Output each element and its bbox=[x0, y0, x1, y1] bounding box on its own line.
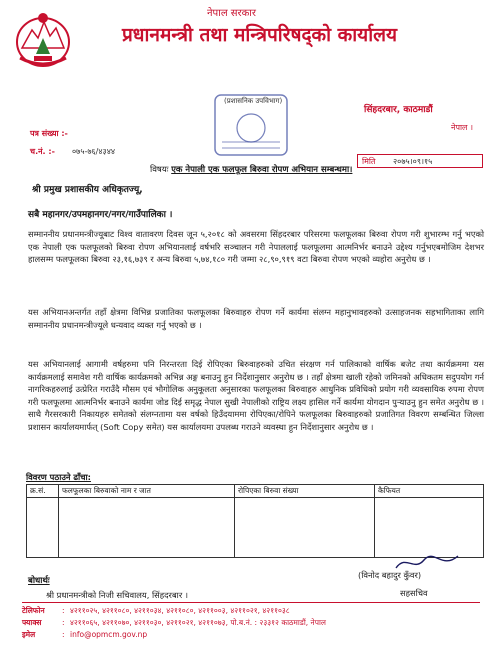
date-label: मिति bbox=[362, 157, 376, 166]
fax-value: ४२११०६५, ४२११०७०, ४२११०३०, ४२११०२१, ४२११०७३, पो.ब.नं. : २३३१२ काठमाडौं, नेपाल bbox=[70, 618, 326, 627]
nepal-coat-of-arms-icon bbox=[14, 8, 72, 70]
date-box bbox=[357, 154, 483, 168]
email-label: इमेल bbox=[22, 630, 36, 639]
subject-label: विषयः bbox=[150, 165, 169, 175]
letter-page: नेपाल सरकार प्रधानमन्त्री तथा मन्त्रिपरिषद्को कार्यालय (प्रशासनिक उपविभाग) सिंहदरबार, काठमाडौं नेपाल । पत्र संख्या :- च.नं. :- ०७५-७६/४३४४ मिति २०७५।०९।१५ विषयः एक नेपाली एक फलफूल बिरुवा रोपण अभियान सम्बन्धमा। श्री प्रमुख प्रशासकीय अधिकृतज्यू, सबै महानगर/उपमहानगर/नगर/गाउँपालिका । सम्माननीय प्रधानमन्त्रीज्यूबाट विश्व वातावरण दिवस जून ५,२०१८ को अवसरमा सिंहदरबार परिसरमा फलफूलका बिरुवा रोपण गरी शुभारम्भ गर्नु भएको एक नेपाली एक फलफूलको बिरुवा रोपण अभियानलाई वर्षभरि सञ्चालन गरी नेपाललाई फलफूलमा आत्मनिर्भर बनाउने उद्देश्य गर्नुभएबमोजिम देशभर हालसम्म फलफूलका बिरुवा २३,१६,७३९ र अन्य बिरुवा ५,७४,१८० गरी जम्मा २८,९०,९१९ वटा बिरुवा रोपण भएको व्यहोरा अनुरोध छ । यस अभियानअन्तर्गत तहाँ क्षेत्रमा विभिन्न प्रजातिका फलफूलका बिरुवाहरु रोपण गर्ने कार्यमा संलग्न महानुभावहरुको उत्साहजनक सहभागिताका लागि सम्माननीय प्रधानमन्त्रीज्यूले धन्यवाद व्यक्त गर्नु भएको छ । यस अभियानलाई आगामी वर्षहरुमा पनि निरन्तरता दिई रोपिएका बिरुवाहरुको उचित संरक्षण गर्न पालिकाको वार्षिक बजेट तथा कार्यक्रममा यस कार्यक्रमलाई समावेश गरी वार्षिक कार्यक्रमको अभिन्न अङ्ग बनाउनु हुन निर्देशानुसार अनुरोध छ । तहाँ क्षेत्रमा खाली रहेको जमिनको अधिकतम सदुपयोग गर्न नागरिकहरुलाई उत्प्रेरित गराउँदै मौसम एवं भौगोलिक अनुकूलता अनुसारका फलफूलका बिरुवाहरु आधुनिक प्रविधिको प्रयोग गरी व्यवसायिक रुपमा रोपण गरी फलफूलमा आत्मनिर्भर बनाउने कार्यमा जोड दिई समृद्ध नेपाल सुखी नेपालीको राष्ट्रिय लक्ष्य हासिल गर्ने कार्यमा योगदान पुऱ्याउनु हुन समेत अनुरोध छ । साथै गैरसरकारी निकायहरु समेतको संलग्नतामा यस वर्षको हिउँदयाममा रोपिएका/रोपिने फलफूलका बिरुवाहरुको प्रजातिगत विवरण सम्बन्धित जिल्ला प्रशासन कार्यालयमार्फत् (Soft Copy समेत) यस कार्यालयमा उपलब्ध गराउने व्यवस्था हुन निर्देशानुसार अनुरोध छ । विवरण पठाउने ढाँचा: क्र.सं. फलफूलका बिरुवाको नाम र जात रोपिएका बिरुवा संख्या कैफियत (विनोद बहादुर कुँवर) सहसचिव बोधार्थः श्री प्रधानमन्त्रीको निजी सचिवालय, सिंहदरबार । टेलिफोन : ४२११०२५, ४२११०८०, ४२११०३४, ४२११०८०, ४२११००३, ४२११०२१, ४२११०३८ फ्याक्स : ४२११०६५, ४२११०७०, ४२११०३०, ४२११०२१, ४२११०७३, पो.ब.नं. : २३३१२ काठमाडौं, नेपाल इमेल : info@opmcm.gov.np bbox=[0, 0, 497, 645]
fax-label: फ्याक्स bbox=[22, 618, 42, 627]
office-country: नेपाल । bbox=[451, 123, 474, 132]
signatory-name: (विनोद बहादुर कुँवर) bbox=[358, 570, 422, 580]
chalani-label: च.नं. :- bbox=[30, 147, 55, 156]
addressee-line-1: श्री प्रमुख प्रशासकीय अधिकृतज्यू, bbox=[32, 185, 143, 195]
addressee-line-2: सबै महानगर/उपमहानगर/नगर/गाउँपालिका । bbox=[28, 210, 173, 220]
telephone-value: ४२११०२५, ४२११०८०, ४२११०३४, ४२११०८०, ४२११००३, ४२११०२१, ४२११०३८ bbox=[70, 606, 290, 615]
subject-text: एक नेपाली एक फलफूल बिरुवा रोपण अभियान सम्बन्धमा। bbox=[171, 165, 353, 175]
bodhartha-label: बोधार्थः bbox=[28, 576, 50, 586]
stamp-text: (प्रशासनिक उपविभाग) bbox=[224, 97, 283, 105]
table-header-row bbox=[27, 485, 484, 498]
office-location: सिंहदरबार, काठमाडौं bbox=[364, 105, 433, 115]
report-format-table bbox=[26, 484, 484, 558]
body-paragraph-3: यस अभियानलाई आगामी वर्षहरुमा पनि निरन्तरता दिई रोपिएका बिरुवाहरुको उचित संरक्षण गर्न पालिकाको वार्षिक बजेट तथा कार्यक्रममा यस कार्यक्रमलाई समावेश गरी वार्षिक कार्यक्रमको अभिन्न अङ्ग बनाउनु हुन निर्देशानुसार अनुरोध छ । तहाँ क्षेत्रमा खाली रहेको जमिनको अधिकतम सदुपयोग गर्न नागरिकहरुलाई उत्प्रेरित गराउँदै मौसम एवं भौगोलिक अनुकूलता अनुसारका फलफूलका बिरुवाहरु आधुनिक प्रविधिको प्रयोग गरी व्यवसायिक रुपमा रोपण गरी फलफूलमा आत्मनिर्भर बनाउने कार्यमा जोड दिई समृद्ध नेपाल सुखी नेपालीको राष्ट्रिय लक्ष्य हासिल गर्ने कार्यमा योगदान पुऱ्याउनु हुन समेत अनुरोध छ । साथै गैरसरकारी निकायहरु समेतको संलग्नतामा यस वर्षको हिउँदयाममा रोपिएका/रोपिने फलफूलका बिरुवाहरुको प्रजातिगत विवरण सम्बन्धित जिल्ला प्रशासन कार्यालयमार्फत् (Soft Copy समेत) यस कार्यालयमा उपलब्ध गराउने व्यवस्था हुन निर्देशानुसार अनुरोध छ । bbox=[28, 359, 484, 432]
telephone-label: टेलिफोन bbox=[22, 606, 45, 615]
col-remarks: कैफियत bbox=[375, 485, 484, 498]
patra-sankhya-label: पत्र संख्या :- bbox=[30, 129, 68, 138]
table-cell bbox=[59, 498, 235, 558]
body-paragraph-1: सम्माननीय प्रधानमन्त्रीज्यूबाट विश्व वातावरण दिवस जून ५,२०१८ को अवसरमा सिंहदरबार परिसरमा फलफूलका बिरुवा रोपण गरी शुभारम्भ गर्नु भएको एक नेपाली एक फलफूलको बिरुवा रोपण अभियानलाई वर्षभरि सञ्चालन गरी नेपाललाई फलफूलमा आत्मनिर्भर बनाउने उद्देश्य गर्नुभएबमोजिम देशभर हालसम्म फलफूलका बिरुवा २३,१६,७३९ र अन्य बिरुवा ५,७४,१८० गरी जम्मा २८,९०,९१९ वटा बिरुवा रोपण भएको व्यहोरा अनुरोध छ । bbox=[28, 229, 484, 265]
col-plant-count: रोपिएका बिरुवा संख्या bbox=[235, 485, 375, 498]
table-heading: विवरण पठाउने ढाँचा: bbox=[26, 472, 91, 482]
body-paragraph-2: यस अभियानअन्तर्गत तहाँ क्षेत्रमा विभिन्न प्रजातिका फलफूलका बिरुवाहरु रोपण गर्ने कार्यमा संलग्न महानुभावहरुको उत्साहजनक सहभागिताका लागि सम्माननीय प्रधानमन्त्रीज्यूले धन्यवाद व्यक्त गर्नु भएको छ । bbox=[28, 307, 484, 330]
col-plant-name: फलफूलका बिरुवाको नाम र जात bbox=[59, 485, 235, 498]
chalani-number: ०७५-७६/४३४४ bbox=[72, 147, 116, 156]
table-cell bbox=[375, 498, 484, 558]
signatory-title: सहसचिव bbox=[400, 588, 428, 598]
office-title: प्रधानमन्त्री तथा मन्त्रिपरिषद्को कार्यालय bbox=[122, 24, 398, 46]
table-cell bbox=[27, 498, 59, 558]
government-name: नेपाल सरकार bbox=[207, 8, 256, 19]
cc-line: श्री प्रधानमन्त्रीको निजी सचिवालय, सिंहदरबार । bbox=[46, 590, 189, 600]
table-row bbox=[27, 498, 484, 558]
date-value: २०७५।०९।१५ bbox=[393, 157, 433, 166]
email-link[interactable]: info@opmcm.gov.np bbox=[70, 630, 148, 639]
footer-divider bbox=[22, 602, 480, 603]
subject-line bbox=[150, 164, 352, 175]
col-serial: क्र.सं. bbox=[27, 485, 59, 498]
table-cell bbox=[235, 498, 375, 558]
